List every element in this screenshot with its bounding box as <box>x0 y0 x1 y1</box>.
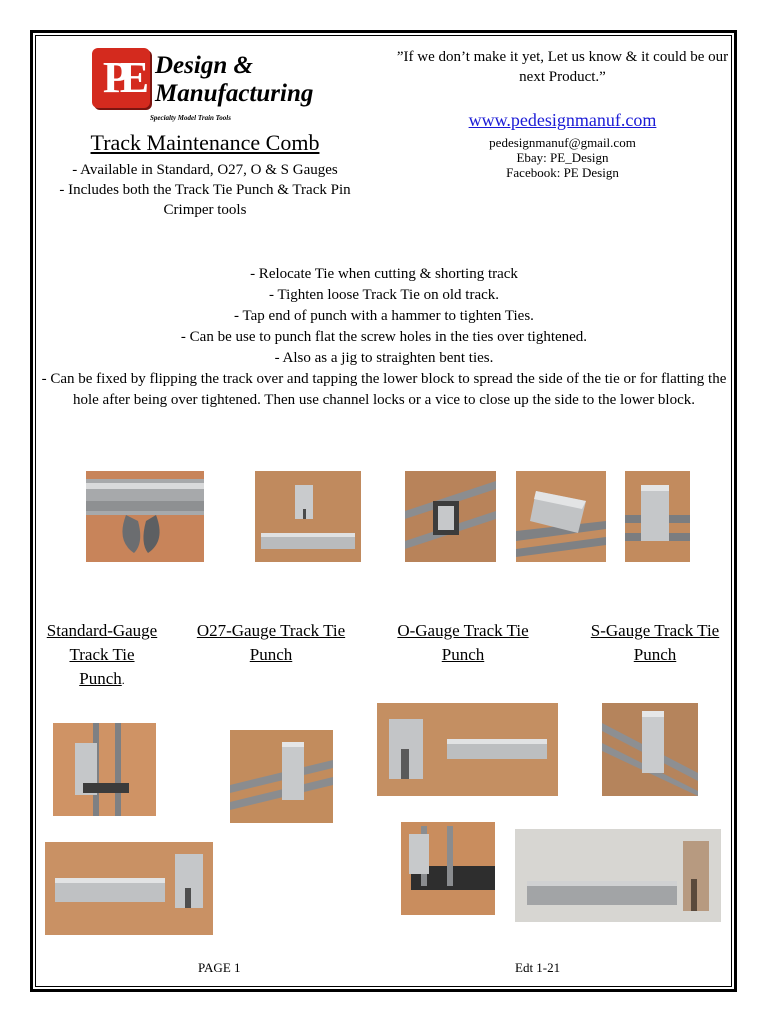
brand-line2: Manufacturing <box>155 80 314 107</box>
photo-o-punch-pieces <box>377 703 558 796</box>
feature-item: - Relocate Tie when cutting & shorting track <box>250 266 518 282</box>
photo-standard-punch-pieces <box>45 842 213 935</box>
photo-crimper-on-track <box>401 822 495 915</box>
email-text: pedesignmanuf@gmail.com <box>489 135 636 150</box>
availability-line: - Available in Standard, O27, O & S Gauges <box>72 162 338 178</box>
photo-o27-punch-track <box>230 730 333 823</box>
label-standard-gauge-text: Standard-Gauge Track Tie Punch <box>46 621 158 688</box>
label-s-gauge <box>588 619 722 667</box>
availability-text <box>40 160 370 220</box>
photo-punch-front <box>625 471 690 562</box>
page-number: PAGE 1 <box>198 960 241 975</box>
label-o-gauge-text: O-Gauge Track Tie Punch <box>397 621 529 664</box>
feature-item: - Tap end of punch with a hammer to tighten Ties. <box>234 308 534 324</box>
photo-s-punch-track <box>602 703 698 796</box>
feature-item: - Tighten loose Track Tie on old track. <box>268 287 500 303</box>
slogan-quote: ”If we don’t make it yet, Let us know & it could be our next Product.” <box>396 49 729 85</box>
website-link[interactable]: www.pedesignmanuf.com <box>468 110 657 130</box>
label-o-gauge <box>378 619 548 667</box>
label-s-gauge-text: S-Gauge Track Tie Punch <box>590 621 720 664</box>
facebook-text: Facebook: PE Design <box>506 165 619 180</box>
page-title: Track Maintenance Comb <box>90 130 320 155</box>
feature-item: - Can be fixed by flipping the track over and tapping the lower block to spread the side of the tie or for flatting the hole after being over tightened. Then use channel locks or a vice to close up the side to the lower block. <box>41 371 727 408</box>
brand-tagline: Specialty Model Train Tools <box>150 114 231 122</box>
photo-punch-pieces <box>255 471 361 562</box>
logo-letters: PE <box>102 53 140 102</box>
pe-logo-icon <box>92 48 150 108</box>
contact-info <box>395 135 730 180</box>
label-o27-gauge <box>196 619 346 667</box>
feature-list <box>38 264 730 411</box>
label-standard-suffix: . <box>121 673 125 687</box>
ebay-text: Ebay: PE_Design <box>516 150 609 165</box>
photo-punch-on-track <box>405 471 496 562</box>
brand-line1: Design & <box>155 52 253 79</box>
label-o27-gauge-text: O27-Gauge Track Tie Punch <box>196 621 346 664</box>
feature-item: - Also as a jig to straighten bent ties. <box>274 350 494 366</box>
feature-item: - Can be use to punch flat the screw holes in the ties over tightened. <box>180 329 588 345</box>
availability-line: - Includes both the Track Tie Punch & Track Pin Crimper tools <box>59 182 351 218</box>
photo-crimper-closeup <box>86 471 204 562</box>
photo-punch-angled <box>516 471 606 562</box>
photo-standard-punch-track <box>53 723 156 816</box>
edition-label: Edt 1-21 <box>515 960 561 975</box>
label-standard-gauge <box>45 619 159 692</box>
photo-o-punch-track <box>515 829 721 922</box>
